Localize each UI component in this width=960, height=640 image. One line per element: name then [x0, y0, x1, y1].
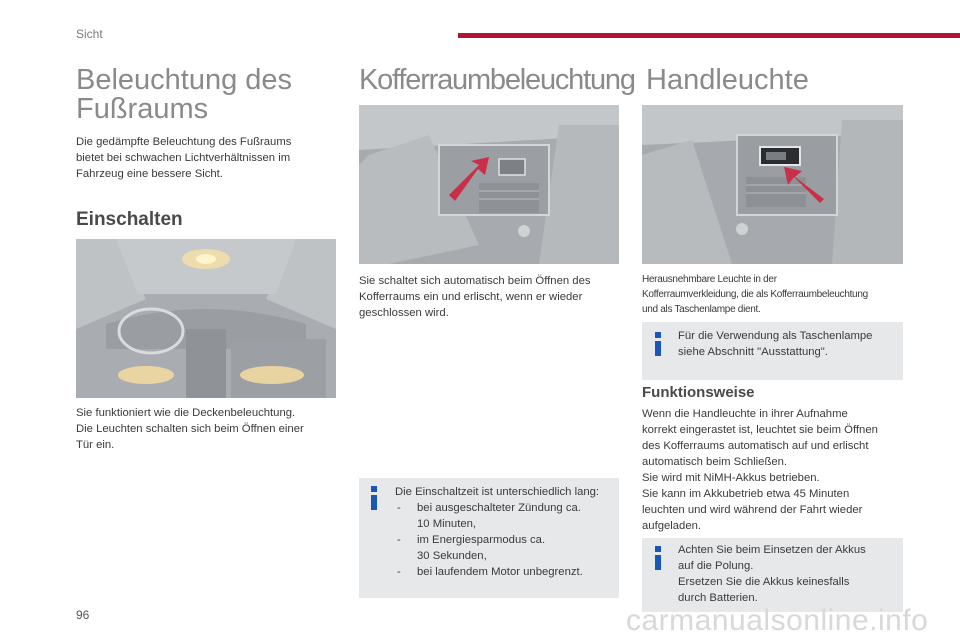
text-line: Wenn die Handleuchte in ihrer Aufnahme — [642, 408, 848, 420]
list-item-line: 30 Sekunden, — [417, 550, 487, 562]
info-text — [678, 542, 900, 606]
text-line: Sie funktioniert wie die Deckenbeleuchtung. — [76, 407, 296, 419]
section-label: Sicht — [76, 27, 103, 41]
info-icon — [655, 546, 661, 570]
text-line: siehe Abschnitt "Ausstattung". — [678, 346, 828, 358]
text-line: automatisch beim Schließen. — [642, 456, 788, 468]
duration-list — [395, 500, 617, 580]
trunk-light-illustration — [359, 105, 619, 264]
page-number: 96 — [76, 608, 90, 622]
footwell-intro — [76, 134, 338, 182]
text-line: Ersetzen Sie die Akkus keinesfalls — [678, 576, 850, 588]
text-line: Kofferraums ein und erlischt, wenn er wieder — [359, 291, 583, 303]
list-item-line: - im Energiesparmodus ca. — [417, 534, 546, 546]
footwell-illustration — [76, 239, 336, 398]
caption-line: Kofferraumverkleidung, die als Kofferraumbeleuchtung — [642, 289, 868, 300]
text-line: Für die Verwendung als Taschenlampe — [678, 330, 873, 342]
list-item — [395, 564, 617, 580]
info-text — [395, 484, 617, 580]
list-item-line: 10 Minuten, — [417, 518, 477, 530]
text-line: Sie schaltet sich automatisch beim Öffnen des — [359, 275, 591, 287]
list-item — [395, 500, 617, 532]
text-line: Tür ein. — [76, 439, 115, 451]
info-intro: Die Einschaltzeit ist unterschiedlich lang: — [395, 486, 600, 498]
list-item — [395, 532, 617, 564]
list-item-line: - bei laufendem Motor unbegrenzt. — [417, 566, 583, 578]
text-line: bietet bei schwachen Lichtverhältnissen im — [76, 152, 291, 164]
text-line: geschlossen wird. — [359, 307, 449, 319]
text-line: leuchten und wird während der Fahrt wieder — [642, 504, 863, 516]
trunk-light-info-box — [359, 478, 619, 598]
hand-lamp-title: Handleuchte — [646, 64, 809, 96]
caption-line: Herausnehmbare Leuchte in der — [642, 274, 777, 285]
footwell-title-line1: Beleuchtung des — [76, 64, 293, 96]
hand-lamp-info-box-2 — [642, 538, 903, 612]
list-item-line: - bei ausgeschalteter Zündung ca. — [417, 502, 581, 514]
hand-lamp-illustration — [642, 105, 903, 264]
info-icon — [371, 486, 377, 510]
caption-line: und als Taschenlampe dient. — [642, 304, 761, 315]
trunk-light-body — [359, 273, 621, 321]
text-line: Die Leuchten schalten sich beim Öffnen einer — [76, 423, 304, 435]
text-line: aufgeladen. — [642, 520, 702, 532]
watermark: carmanualsonline.info — [626, 604, 929, 637]
text-line: korrekt eingerastet ist, leuchtet sie beim Öffnen — [642, 424, 878, 436]
footwell-body — [76, 405, 338, 453]
info-text — [678, 328, 900, 360]
hand-lamp-body — [642, 406, 907, 534]
footwell-title — [76, 66, 336, 124]
info-icon — [655, 332, 661, 356]
text-line: des Kofferraums automatisch auf und erlischt — [642, 440, 869, 452]
footwell-title-line2: Fußraums — [76, 93, 209, 125]
text-line: auf die Polung. — [678, 560, 754, 572]
trunk-light-title: Kofferraumbeleuchtung — [359, 64, 635, 96]
text-line: Sie kann im Akkubetrieb etwa 45 Minuten — [642, 488, 850, 500]
text-line: Die gedämpfte Beleuchtung des Fußraums — [76, 136, 292, 148]
hand-lamp-info-box-1 — [642, 322, 903, 380]
text-line: durch Batterien. — [678, 592, 758, 604]
text-line: Sie wird mit NiMH-Akkus betrieben. — [642, 472, 820, 484]
funktionsweise-heading: Funktionsweise — [642, 384, 755, 401]
hand-lamp-caption — [642, 272, 907, 317]
einschalten-heading: Einschalten — [76, 209, 183, 230]
header-accent-bar — [458, 33, 960, 38]
text-line: Fahrzeug eine bessere Sicht. — [76, 168, 223, 180]
text-line: Achten Sie beim Einsetzen der Akkus — [678, 544, 866, 556]
